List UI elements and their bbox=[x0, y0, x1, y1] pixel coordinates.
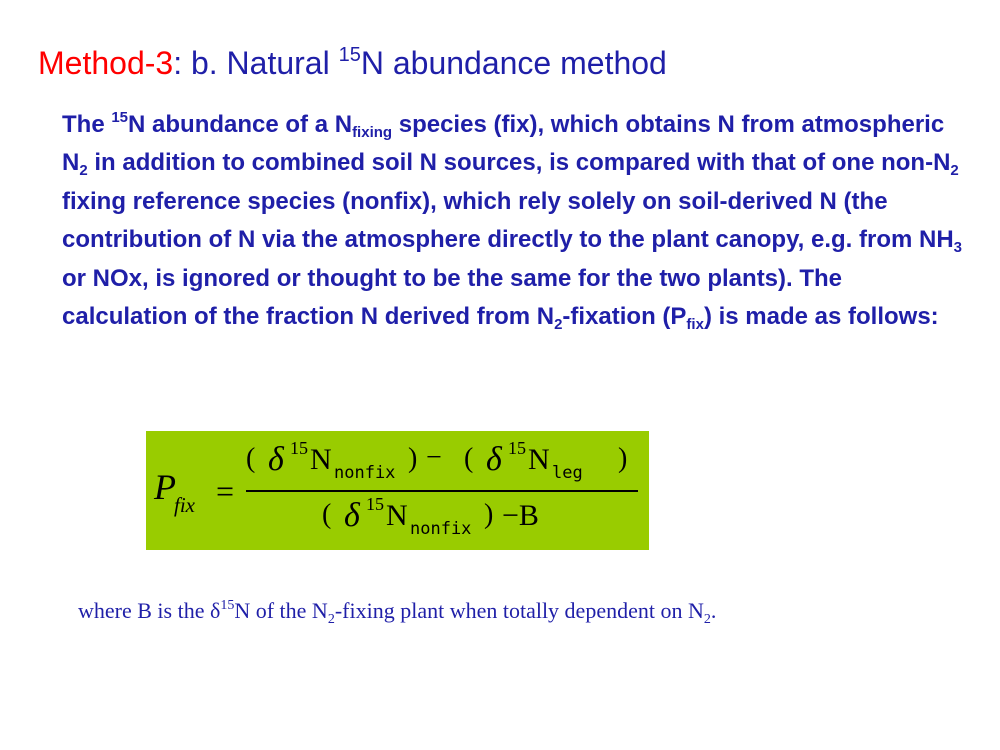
num-paren-open-2: ( bbox=[464, 443, 474, 474]
footnote-text-1: where B is the δ bbox=[78, 598, 221, 623]
num-sub-nonfix: nonfix bbox=[334, 463, 396, 483]
footnote bbox=[78, 595, 716, 627]
den-sub-nonfix: nonfix bbox=[410, 519, 472, 539]
num-n-1: N bbox=[310, 443, 332, 476]
body-text-8: ) is made as follows: bbox=[703, 303, 939, 331]
body-text-3: species (fix), which obtains N from atmospheric N bbox=[62, 111, 945, 177]
den-mass: 15 bbox=[366, 494, 384, 514]
description-paragraph bbox=[62, 106, 962, 336]
body-text-4: in addition to combined soil N sources, is compared with that of one non-N bbox=[87, 149, 951, 177]
fraction-bar bbox=[246, 490, 638, 492]
title-rest: N abundance method bbox=[360, 45, 667, 81]
num-paren-close-2: ) bbox=[618, 443, 628, 474]
title-mass-number: 15 bbox=[338, 44, 361, 66]
footnote-sub-2b: 2 bbox=[703, 612, 711, 627]
den-paren-open: ( bbox=[322, 499, 332, 530]
num-paren-open-1: ( bbox=[246, 443, 256, 474]
den-n: N bbox=[386, 499, 408, 532]
den-delta: δ bbox=[344, 497, 360, 534]
body-text-1: The bbox=[62, 111, 112, 138]
footnote-text-3: -fixing plant when totally dependent on N bbox=[334, 598, 704, 623]
body-text-5: fixing reference species (nonfix), which rely solely on soil-derived N (the contribution of N via the atmosphere directly to the plant canopy, e.g. from NH bbox=[62, 187, 954, 254]
body-mass-number: 15 bbox=[111, 109, 129, 126]
num-sub-leg: leg bbox=[552, 463, 583, 483]
body-sub-2b: 2 bbox=[950, 162, 959, 180]
body-sub-2c: 2 bbox=[554, 316, 563, 334]
formula-box bbox=[146, 431, 649, 550]
formula-equals: = bbox=[216, 473, 235, 509]
body-sub-2a: 2 bbox=[79, 162, 88, 180]
body-sub-fix: fix bbox=[686, 316, 704, 334]
num-mass-2: 15 bbox=[508, 438, 526, 458]
den-paren-close: ) bbox=[484, 499, 494, 530]
body-sub-3: 3 bbox=[953, 239, 962, 257]
footnote-text-2: N of the N bbox=[234, 598, 328, 623]
body-text-6: or NOx, is ignored or thought to be the same for the two plants). The calculation of the fraction N derived from N bbox=[62, 264, 843, 331]
num-delta-2: δ bbox=[486, 441, 502, 478]
num-minus: − bbox=[426, 442, 442, 473]
method-label: Method-3 bbox=[38, 45, 174, 81]
footnote-mass-number: 15 bbox=[220, 598, 235, 613]
slide-title bbox=[38, 40, 667, 86]
num-n-2: N bbox=[528, 443, 550, 476]
num-mass-1: 15 bbox=[290, 438, 308, 458]
footnote-sub-2a: 2 bbox=[327, 612, 335, 627]
body-sub-fixing: fixing bbox=[352, 124, 393, 141]
footnote-text-4: . bbox=[710, 598, 717, 623]
title-separator: : b. Natural bbox=[173, 45, 339, 81]
num-paren-close-1: ) bbox=[408, 443, 418, 474]
formula-lhs-sub: fix bbox=[174, 493, 195, 517]
body-text-2: N abundance of a N bbox=[128, 111, 353, 138]
formula-lhs-p: P bbox=[154, 467, 176, 507]
den-minus-b: −B bbox=[502, 499, 539, 532]
body-text-7: -fixation (P bbox=[562, 303, 687, 331]
num-delta-1: δ bbox=[268, 441, 284, 478]
